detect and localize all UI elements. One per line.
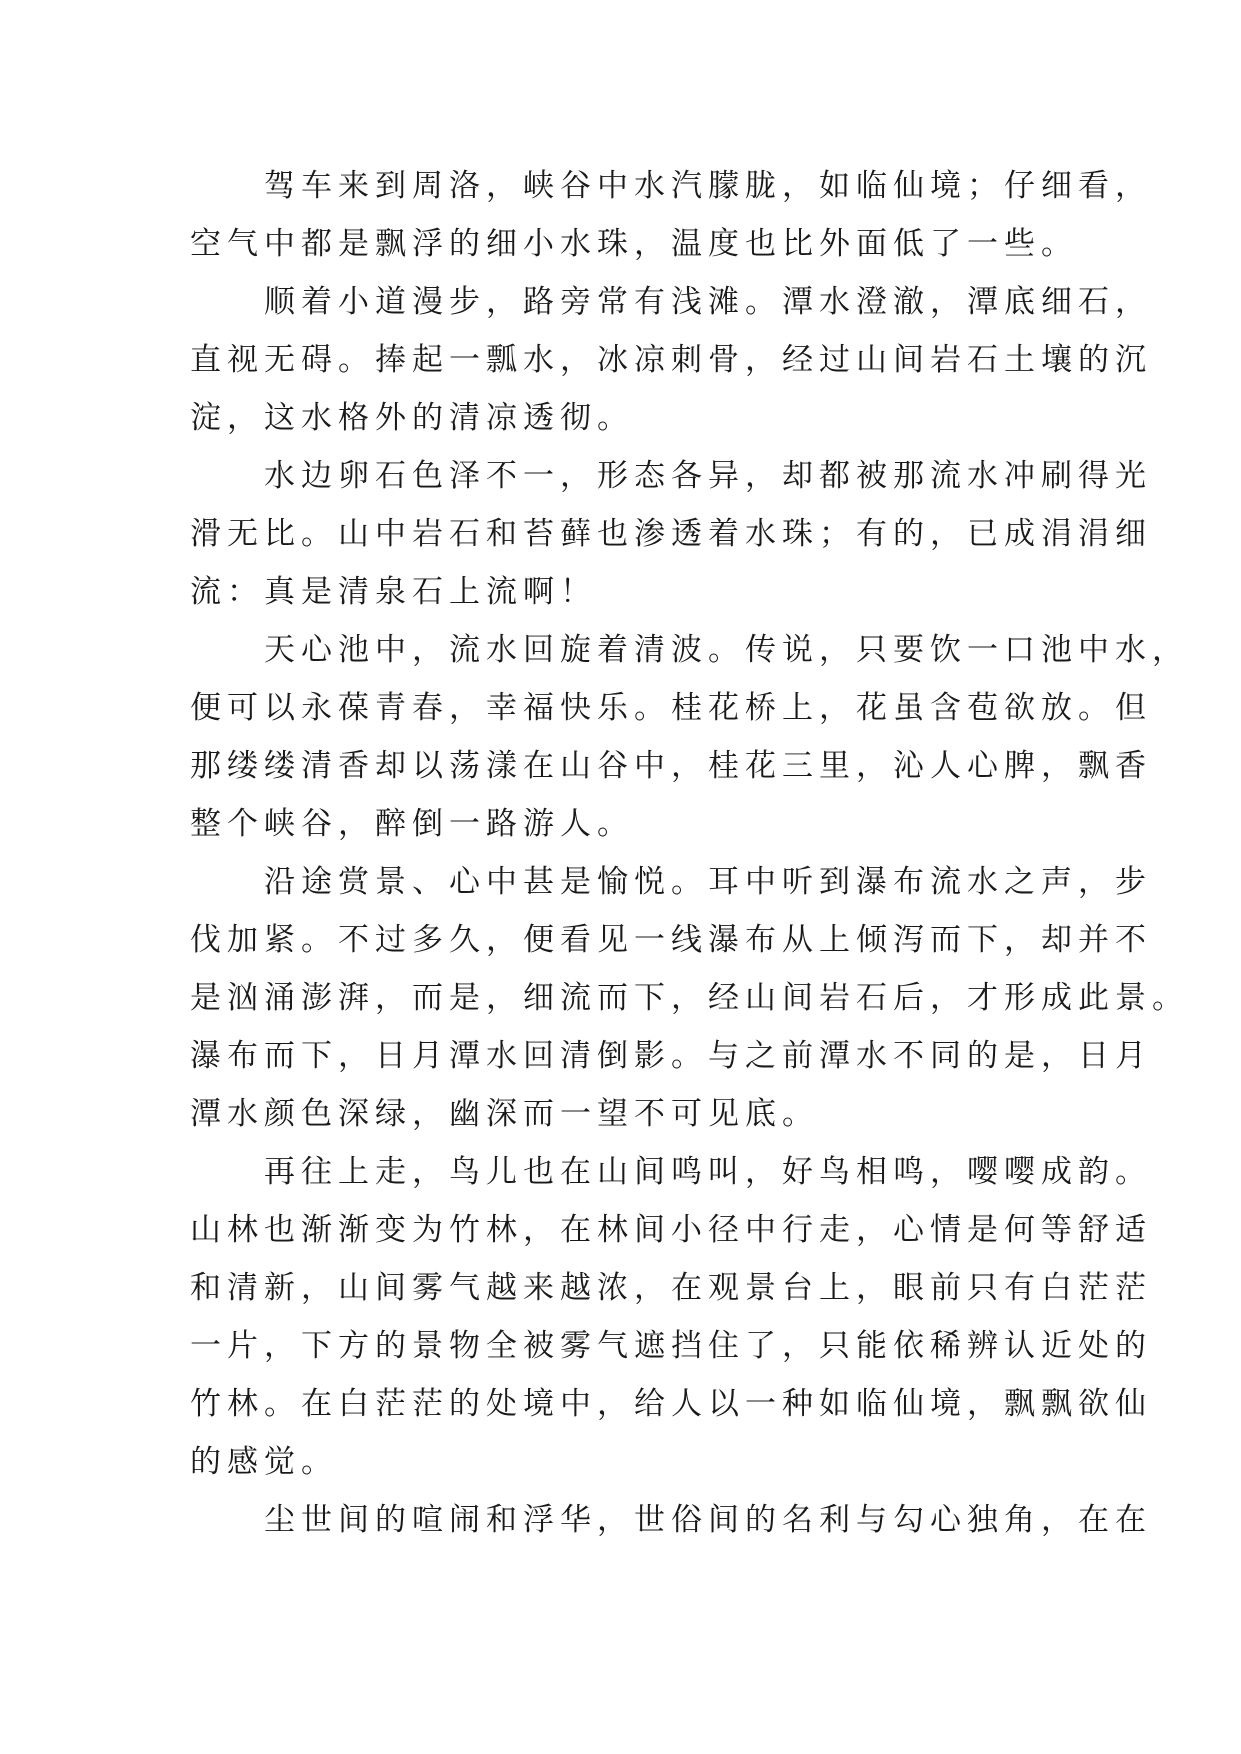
text-line: 那缕缕清香却以荡漾在山谷中，桂花三里，沁人心脾，飘香 — [190, 748, 1152, 784]
text-line: 直视无碍。捧起一瓢水，冰凉刺骨，经过山间岩石土壤的沉 — [190, 342, 1152, 378]
text-line: 流：真是清泉石上流啊！ — [190, 574, 597, 610]
text-line: 瀑布而下，日月潭水回清倒影。与之前潭水不同的是，日月 — [190, 1038, 1152, 1074]
paragraph-6 — [190, 1143, 1152, 1491]
text-line: 顺着小道漫步，路旁常有浅滩。潭水澄澈，潭底细石， — [190, 284, 1152, 320]
paragraph-1 — [190, 157, 1152, 273]
paragraph-3 — [190, 447, 1152, 621]
text-line: 沿途赏景、心中甚是愉悦。耳中听到瀑布流水之声，步 — [190, 864, 1152, 900]
text-line: 的感觉。 — [190, 1444, 338, 1480]
text-line: 潭水颜色深绿，幽深而一望不可见底。 — [190, 1096, 819, 1132]
text-line: 天心池中，流水回旋着清波。传说，只要饮一口池中水， — [190, 632, 1189, 668]
paragraph-5 — [190, 853, 1189, 1143]
text-line: 山林也渐渐变为竹林，在林间小径中行走，心情是何等舒适 — [190, 1212, 1152, 1248]
text-line: 便可以永葆青春，幸福快乐。桂花桥上，花虽含苞欲放。但 — [190, 690, 1152, 726]
text-line: 是汹涌澎湃，而是，细流而下，经山间岩石后，才形成此景。 — [190, 980, 1189, 1016]
text-line: 驾车来到周洛，峡谷中水汽朦胧，如临仙境；仔细看， — [190, 168, 1152, 204]
text-line: 水边卵石色泽不一，形态各异，却都被那流水冲刷得光 — [190, 458, 1152, 494]
paragraph-2 — [190, 273, 1152, 447]
text-line: 空气中都是飘浮的细小水珠，温度也比外面低了一些。 — [190, 226, 1078, 262]
text-line: 整个峡谷，醉倒一路游人。 — [190, 806, 634, 842]
text-line: 淀，这水格外的清凉透彻。 — [190, 400, 634, 436]
text-line: 一片，下方的景物全被雾气遮挡住了，只能依稀辨认近处的 — [190, 1328, 1152, 1364]
text-line: 再往上走，鸟儿也在山间鸣叫，好鸟相鸣，嘤嘤成韵。 — [190, 1154, 1152, 1190]
text-line: 滑无比。山中岩石和苔藓也渗透着水珠；有的，已成涓涓细 — [190, 516, 1152, 552]
text-line: 和清新，山间雾气越来越浓，在观景台上，眼前只有白茫茫 — [190, 1270, 1152, 1306]
document-body — [190, 157, 1189, 1549]
text-line: 尘世间的喧闹和浮华，世俗间的名利与勾心独角，在在 — [190, 1502, 1152, 1538]
text-line: 竹林。在白茫茫的处境中，给人以一种如临仙境，飘飘欲仙 — [190, 1386, 1152, 1422]
paragraph-7 — [190, 1491, 1152, 1549]
text-line: 伐加紧。不过多久，便看见一线瀑布从上倾泻而下，却并不 — [190, 922, 1152, 958]
paragraph-4 — [190, 621, 1189, 853]
